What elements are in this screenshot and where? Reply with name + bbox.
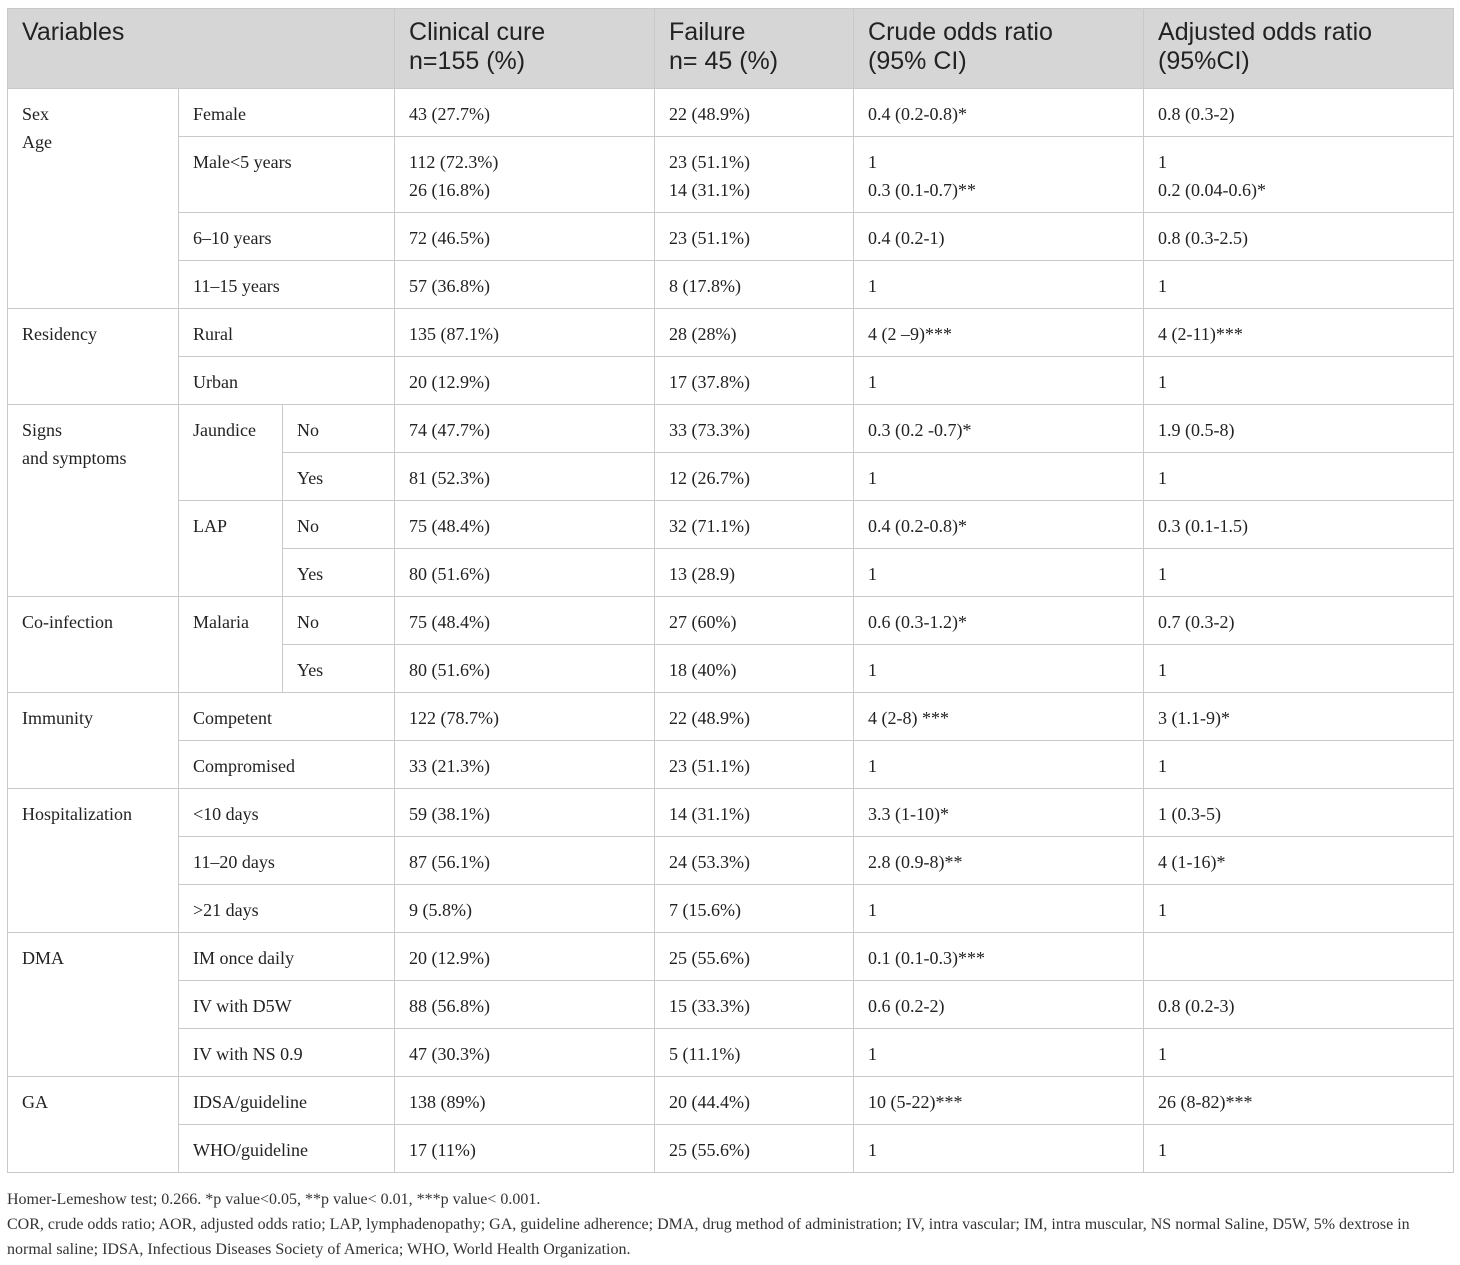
crude-or-cell: 0.4 (0.2-0.8)* bbox=[854, 89, 1144, 137]
crude-or-cell: 0.1 (0.1-0.3)*** bbox=[854, 933, 1144, 981]
failure-cell: 15 (33.3%) bbox=[655, 981, 854, 1029]
row-label: Female bbox=[179, 89, 395, 137]
crude-or-cell: 0.6 (0.2-2) bbox=[854, 981, 1144, 1029]
header-row bbox=[8, 9, 1454, 89]
adjusted-or-cell: 1 bbox=[1144, 1125, 1454, 1173]
crude-or-cell: 1 bbox=[854, 885, 1144, 933]
crude-or-cell: 4 (2 –9)*** bbox=[854, 309, 1144, 357]
adjusted-or-cell: 1 bbox=[1144, 261, 1454, 309]
row-label: IM once daily bbox=[179, 933, 395, 981]
failure-cell: 33 (73.3%) bbox=[655, 405, 854, 453]
crude-or-cell: 1 bbox=[854, 741, 1144, 789]
failure-cell: 8 (17.8%) bbox=[655, 261, 854, 309]
crude-or-cell: 2.8 (0.9-8)** bbox=[854, 837, 1144, 885]
table-row bbox=[8, 89, 1454, 137]
group-immunity: Immunity bbox=[8, 693, 179, 789]
cure-cell: 20 (12.9%) bbox=[395, 357, 655, 405]
failure-cell: 14 (31.1%) bbox=[655, 789, 854, 837]
failure-cell: 23 (51.1%) 14 (31.1%) bbox=[655, 137, 854, 213]
cure-cell: 88 (56.8%) bbox=[395, 981, 655, 1029]
crude-or-cell: 1 bbox=[854, 549, 1144, 597]
table-row bbox=[8, 597, 1454, 645]
header-variables: Variables bbox=[8, 9, 395, 89]
adjusted-or-cell: 3 (1.1-9)* bbox=[1144, 693, 1454, 741]
failure-cell: 22 (48.9%) bbox=[655, 693, 854, 741]
cure-cell: 112 (72.3%) 26 (16.8%) bbox=[395, 137, 655, 213]
row-label: No bbox=[283, 597, 395, 645]
adjusted-or-cell: 1 bbox=[1144, 885, 1454, 933]
failure-cell: 23 (51.1%) bbox=[655, 741, 854, 789]
table-row bbox=[8, 933, 1454, 981]
group-dma: DMA bbox=[8, 933, 179, 1077]
row-label: IV with NS 0.9 bbox=[179, 1029, 395, 1077]
crude-or-cell: 1 bbox=[854, 357, 1144, 405]
failure-cell: 28 (28%) bbox=[655, 309, 854, 357]
group-coinfection: Co-infection bbox=[8, 597, 179, 693]
cure-cell: 122 (78.7%) bbox=[395, 693, 655, 741]
subgroup-malaria: Malaria bbox=[179, 597, 283, 693]
table-row bbox=[8, 357, 1454, 405]
row-label: <10 days bbox=[179, 789, 395, 837]
table-row bbox=[8, 137, 1454, 213]
row-label: >21 days bbox=[179, 885, 395, 933]
cure-cell: 135 (87.1%) bbox=[395, 309, 655, 357]
table-row bbox=[8, 1077, 1454, 1125]
crude-or-cell: 1 bbox=[854, 645, 1144, 693]
cure-cell: 80 (51.6%) bbox=[395, 645, 655, 693]
footnote-abbreviations: COR, crude odds ratio; AOR, adjusted odds ratio; LAP, lymphadenopathy; GA, guideline adherence; DMA, drug method of administration; IV, intra vascular; IM, intra muscular, NS normal Saline, D5W, 5% dextrose in normal saline; IDSA, Infectious Diseases Society of America; WHO, World Health Organization. bbox=[7, 1216, 1410, 1258]
adjusted-or-cell: 0.8 (0.2-3) bbox=[1144, 981, 1454, 1029]
crude-or-cell: 1 0.3 (0.1-0.7)** bbox=[854, 137, 1144, 213]
adjusted-or-cell: 1 bbox=[1144, 645, 1454, 693]
failure-cell: 32 (71.1%) bbox=[655, 501, 854, 549]
footnote-significance: Homer-Lemeshow test; 0.266. *p value<0.05, **p value< 0.01, ***p value< 0.001. bbox=[7, 1191, 541, 1208]
failure-cell: 23 (51.1%) bbox=[655, 213, 854, 261]
subgroup-lap: LAP bbox=[179, 501, 283, 597]
row-label: No bbox=[283, 501, 395, 549]
cure-cell: 72 (46.5%) bbox=[395, 213, 655, 261]
table-footnote bbox=[7, 1187, 1453, 1262]
table-row bbox=[8, 405, 1454, 453]
adjusted-or-cell: 1 (0.3-5) bbox=[1144, 789, 1454, 837]
row-label: 11–20 days bbox=[179, 837, 395, 885]
crude-or-cell: 1 bbox=[854, 453, 1144, 501]
table-row bbox=[8, 1029, 1454, 1077]
group-sex-age: Sex Age bbox=[8, 89, 179, 309]
failure-cell: 18 (40%) bbox=[655, 645, 854, 693]
row-label: Yes bbox=[283, 645, 395, 693]
table-row bbox=[8, 261, 1454, 309]
group-residency: Residency bbox=[8, 309, 179, 405]
failure-cell: 5 (11.1%) bbox=[655, 1029, 854, 1077]
table-row bbox=[8, 981, 1454, 1029]
cure-cell: 75 (48.4%) bbox=[395, 501, 655, 549]
row-label: 6–10 years bbox=[179, 213, 395, 261]
row-label: 11–15 years bbox=[179, 261, 395, 309]
adjusted-or-cell: 0.7 (0.3-2) bbox=[1144, 597, 1454, 645]
cure-cell: 74 (47.7%) bbox=[395, 405, 655, 453]
adjusted-or-cell: 4 (1-16)* bbox=[1144, 837, 1454, 885]
adjusted-or-cell: 1 0.2 (0.04-0.6)* bbox=[1144, 137, 1454, 213]
row-label: Compromised bbox=[179, 741, 395, 789]
adjusted-or-cell: 1 bbox=[1144, 741, 1454, 789]
adjusted-or-cell: 1 bbox=[1144, 1029, 1454, 1077]
row-label: Urban bbox=[179, 357, 395, 405]
results-table bbox=[7, 8, 1454, 1173]
cure-cell: 47 (30.3%) bbox=[395, 1029, 655, 1077]
adjusted-or-cell: 0.3 (0.1-1.5) bbox=[1144, 501, 1454, 549]
cure-cell: 9 (5.8%) bbox=[395, 885, 655, 933]
adjusted-or-cell: 1 bbox=[1144, 453, 1454, 501]
crude-or-cell: 0.3 (0.2 -0.7)* bbox=[854, 405, 1144, 453]
group-ga: GA bbox=[8, 1077, 179, 1173]
row-label: WHO/guideline bbox=[179, 1125, 395, 1173]
group-signs-symptoms: Signs and symptoms bbox=[8, 405, 179, 597]
failure-cell: 25 (55.6%) bbox=[655, 1125, 854, 1173]
failure-cell: 22 (48.9%) bbox=[655, 89, 854, 137]
table-row bbox=[8, 885, 1454, 933]
crude-or-cell: 0.4 (0.2-0.8)* bbox=[854, 501, 1144, 549]
adjusted-or-cell bbox=[1144, 933, 1454, 981]
table-row bbox=[8, 501, 1454, 549]
adjusted-or-cell: 1.9 (0.5-8) bbox=[1144, 405, 1454, 453]
row-label: Yes bbox=[283, 453, 395, 501]
crude-or-cell: 1 bbox=[854, 261, 1144, 309]
crude-or-cell: 0.6 (0.3-1.2)* bbox=[854, 597, 1144, 645]
cure-cell: 75 (48.4%) bbox=[395, 597, 655, 645]
header-failure: Failure n= 45 (%) bbox=[655, 9, 854, 89]
row-label: IDSA/guideline bbox=[179, 1077, 395, 1125]
row-label: Yes bbox=[283, 549, 395, 597]
adjusted-or-cell: 1 bbox=[1144, 357, 1454, 405]
failure-cell: 24 (53.3%) bbox=[655, 837, 854, 885]
crude-or-cell: 1 bbox=[854, 1125, 1144, 1173]
crude-or-cell: 4 (2-8) *** bbox=[854, 693, 1144, 741]
header-crude-odds-ratio: Crude odds ratio (95% CI) bbox=[854, 9, 1144, 89]
table-row bbox=[8, 741, 1454, 789]
crude-or-cell: 10 (5-22)*** bbox=[854, 1077, 1144, 1125]
cure-cell: 33 (21.3%) bbox=[395, 741, 655, 789]
table-row bbox=[8, 309, 1454, 357]
table-row bbox=[8, 837, 1454, 885]
failure-cell: 27 (60%) bbox=[655, 597, 854, 645]
header-clinical-cure: Clinical cure n=155 (%) bbox=[395, 9, 655, 89]
failure-cell: 20 (44.4%) bbox=[655, 1077, 854, 1125]
failure-cell: 25 (55.6%) bbox=[655, 933, 854, 981]
table-row bbox=[8, 789, 1454, 837]
cure-cell: 138 (89%) bbox=[395, 1077, 655, 1125]
cure-cell: 17 (11%) bbox=[395, 1125, 655, 1173]
adjusted-or-cell: 4 (2-11)*** bbox=[1144, 309, 1454, 357]
failure-cell: 7 (15.6%) bbox=[655, 885, 854, 933]
table-row bbox=[8, 693, 1454, 741]
adjusted-or-cell: 26 (8-82)*** bbox=[1144, 1077, 1454, 1125]
subgroup-jaundice: Jaundice bbox=[179, 405, 283, 501]
cure-cell: 59 (38.1%) bbox=[395, 789, 655, 837]
adjusted-or-cell: 0.8 (0.3-2) bbox=[1144, 89, 1454, 137]
adjusted-or-cell: 1 bbox=[1144, 549, 1454, 597]
crude-or-cell: 3.3 (1-10)* bbox=[854, 789, 1144, 837]
cure-cell: 43 (27.7%) bbox=[395, 89, 655, 137]
table-row bbox=[8, 1125, 1454, 1173]
crude-or-cell: 1 bbox=[854, 1029, 1144, 1077]
cure-cell: 80 (51.6%) bbox=[395, 549, 655, 597]
cure-cell: 20 (12.9%) bbox=[395, 933, 655, 981]
row-label: Competent bbox=[179, 693, 395, 741]
adjusted-or-cell: 0.8 (0.3-2.5) bbox=[1144, 213, 1454, 261]
cure-cell: 87 (56.1%) bbox=[395, 837, 655, 885]
group-hospitalization: Hospitalization bbox=[8, 789, 179, 933]
header-adjusted-odds-ratio: Adjusted odds ratio (95%CI) bbox=[1144, 9, 1454, 89]
row-label: No bbox=[283, 405, 395, 453]
row-label: Male<5 years bbox=[179, 137, 395, 213]
table-row bbox=[8, 213, 1454, 261]
row-label: Rural bbox=[179, 309, 395, 357]
failure-cell: 17 (37.8%) bbox=[655, 357, 854, 405]
row-label: IV with D5W bbox=[179, 981, 395, 1029]
failure-cell: 12 (26.7%) bbox=[655, 453, 854, 501]
crude-or-cell: 0.4 (0.2-1) bbox=[854, 213, 1144, 261]
cure-cell: 81 (52.3%) bbox=[395, 453, 655, 501]
cure-cell: 57 (36.8%) bbox=[395, 261, 655, 309]
failure-cell: 13 (28.9) bbox=[655, 549, 854, 597]
